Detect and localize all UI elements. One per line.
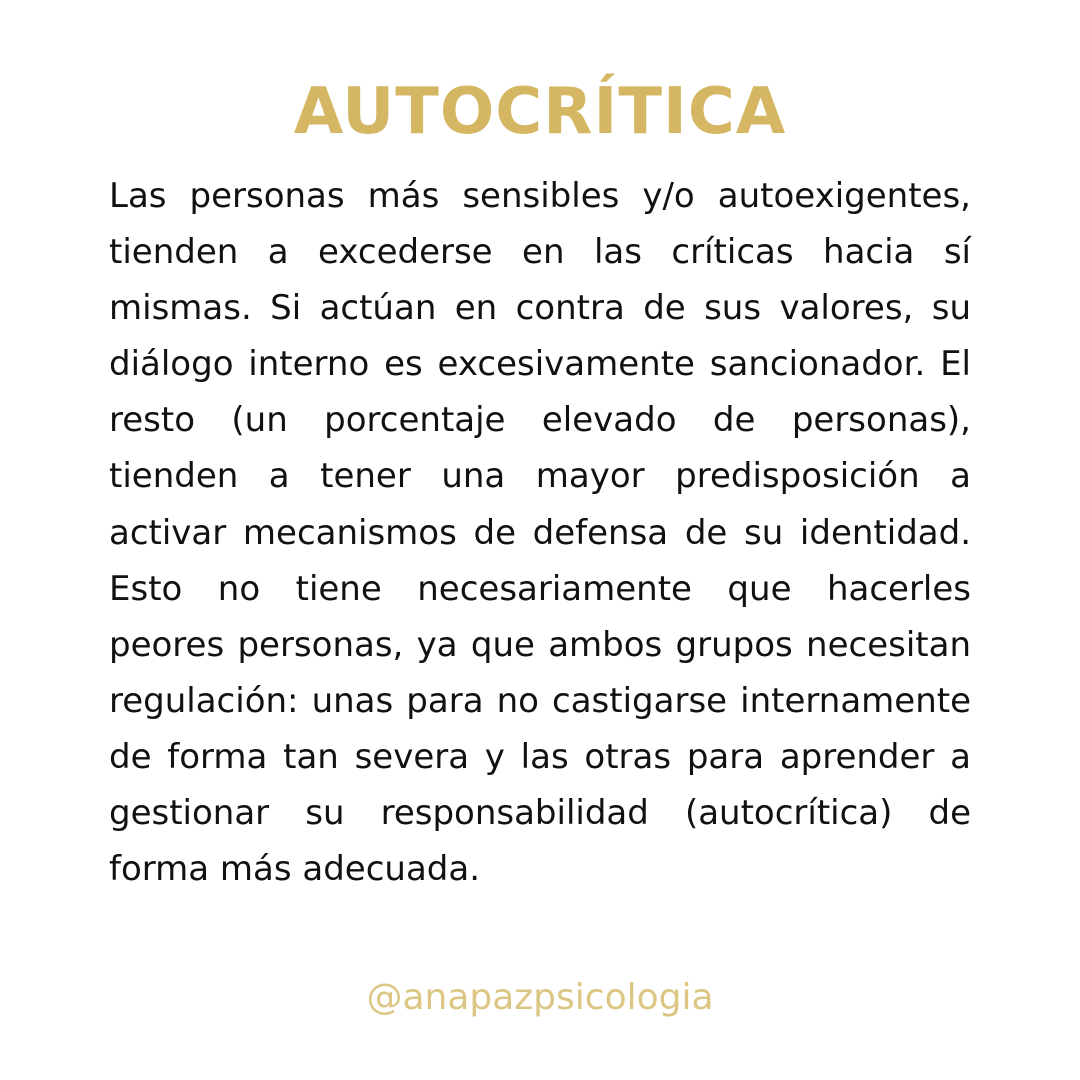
- body-paragraph: Las personas más sensibles y/o autoexigentes, tienden a excederse en las críticas hacia sí mismas. Si actúan en contra de sus valores, su diálogo interno es excesivamente sancionador. El resto (un porcentaje elevado de personas), tienden a tener una mayor predisposición a activar mecanismos de defensa de su identidad. Esto no tiene necesariamente que hacerles peores personas, ya que ambos grupos necesitan regulación: unas para no castigarse internamente de forma tan severa y las otras para aprender a gestionar su responsabilidad (autocrítica) de forma más adecuada.: [109, 176, 971, 890]
- page-title: AUTOCRÍTICA: [293, 75, 787, 149]
- social-handle: @anapazpsicologia: [366, 977, 714, 1018]
